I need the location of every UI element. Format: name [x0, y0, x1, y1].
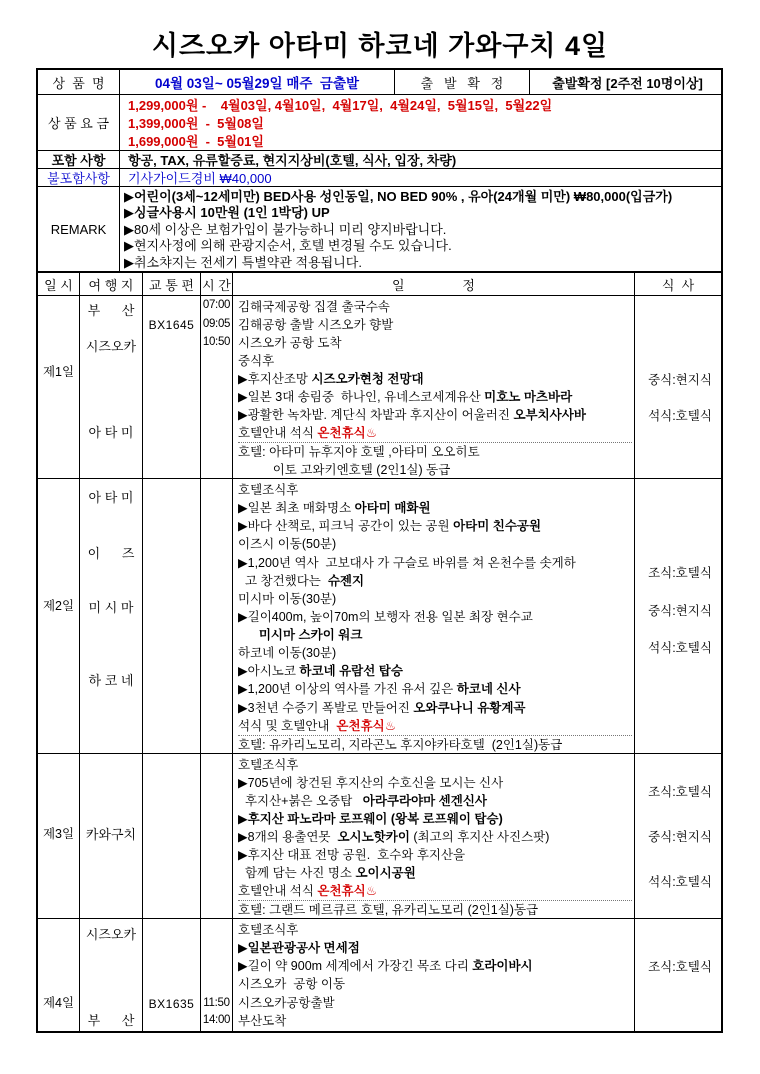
schedule-text: ▶광활한 녹차밭. 계단식 차밭과 후지산이 어울러진: [238, 408, 514, 422]
schedule-text: [238, 628, 259, 642]
schedule-line: [238, 921, 632, 939]
highlighted-spot: 아타미 친수공원: [453, 519, 542, 534]
highlighted-spot: 미시마 스카이 워크: [258, 628, 363, 642]
day-cell: [38, 296, 80, 478]
schedule-cell: [233, 479, 635, 753]
hotel-info: [238, 442, 632, 479]
schedule-text: ▶1,200년 역사 고보대사 가 구슬로 바위를 쳐 온천수를 솟게하: [238, 555, 576, 570]
schedule-line: [238, 298, 632, 316]
time-cell: [201, 919, 233, 1031]
flight-number: BX1635: [148, 997, 195, 1011]
meal-entry: 석식:호텔식: [648, 641, 712, 655]
place-name: 이 즈: [87, 546, 135, 561]
header-date: 일 시: [38, 273, 80, 295]
meal-cell: [635, 479, 725, 753]
include-label: 포함 사항: [38, 151, 120, 168]
schedule-line: [238, 810, 632, 828]
place-cell: [80, 296, 143, 478]
include-row: [38, 151, 721, 169]
schedule-line: [238, 882, 632, 900]
time-value: 14:00: [202, 1014, 231, 1026]
highlighted-spot: 오부치사사바: [513, 408, 586, 422]
itinerary-body: [38, 296, 721, 1031]
remark-value-cell: [120, 187, 721, 271]
price-row: [38, 95, 721, 151]
highlighted-spot: 일본관광공사 면세점: [247, 941, 360, 956]
meal-entry: 중식:현지식: [648, 373, 712, 387]
transport-cell: [143, 479, 201, 753]
schedule-line: [238, 662, 632, 680]
highlighted-spot: 오이시공원: [355, 866, 416, 880]
schedule-line: [238, 939, 632, 957]
transport-cell: [143, 754, 201, 918]
schedule-line: [238, 626, 632, 644]
flight-number: BX1645: [148, 318, 195, 332]
schedule-text: ▶705년에 창건된 후지산의 수호신을 모시는 신사: [238, 776, 504, 790]
schedule-lines: [233, 479, 634, 753]
schedule-line: [238, 828, 632, 846]
include-value-cell: [120, 151, 721, 168]
schedule-line: [238, 846, 632, 864]
meal-entry: 조식:호텔식: [648, 785, 712, 799]
schedule-line: [238, 572, 632, 590]
schedule-line: [238, 554, 632, 572]
meal-entry: 석식:호텔식: [648, 875, 712, 889]
price-line: 1,399,000원 - 5월08일: [128, 115, 264, 131]
highlighted-spot: 하코네 유람선 탑승: [299, 664, 403, 679]
highlighted-spot: 아타미 매화원: [354, 501, 431, 516]
schedule-text: 미시마 이동(30분): [238, 591, 337, 606]
place-name: 하 코 네: [88, 673, 134, 688]
day-label: 제2일: [42, 599, 75, 613]
schedule-line: [238, 499, 632, 517]
schedule-text: 김해공항 출발 시즈오카 향발: [238, 318, 394, 332]
schedule-text: ▶1,200년 이상의 역사를 가진 유서 깊은: [238, 682, 457, 697]
day-label: 제1일: [42, 365, 75, 379]
meal-entry: 중식:현지식: [648, 604, 712, 618]
schedule-text: 시즈오카공항출발: [238, 995, 335, 1010]
header-meals: 식 사: [661, 277, 695, 293]
transport-cell: [143, 296, 201, 478]
price-line: 1,299,000원 - 4월03일, 4월10일, 4월17일, 4월24일, 5월15일, 5월22일: [128, 97, 553, 113]
hotel-line: 이토 고와키엔호텔 (2인1실) 동급: [238, 463, 451, 477]
day-row: [38, 296, 721, 479]
header-transport: 교 통 편: [143, 273, 201, 295]
time-value: 09:05: [202, 318, 231, 330]
header-schedule: 일 정: [233, 273, 635, 295]
place-name: 시즈오카: [85, 339, 137, 354]
schedule-text: 호텔안내 석식: [238, 884, 318, 898]
schedule-line: [238, 535, 632, 553]
schedule-text: 호텔조식후: [238, 923, 299, 937]
hotel-line: 호텔: 그랜드 메르큐르 호텔, 유카리노모리 (2인1실)동급: [238, 903, 539, 917]
meal-cell: [635, 754, 725, 918]
schedule-lines: [233, 754, 634, 918]
schedule-text: 호텔조식후: [238, 758, 299, 772]
day-row: [38, 919, 721, 1031]
schedule-line: [238, 316, 632, 334]
schedule-text: 김해국제공항 집결 출국수속: [238, 300, 390, 314]
itinerary-table: [36, 273, 723, 1033]
meal-entry: 석식:호텔식: [648, 409, 712, 423]
product-row: [38, 70, 721, 95]
schedule-text: 중식후: [238, 354, 275, 368]
schedule-text: ▶3천년 수증기 폭발로 만들어진: [238, 700, 414, 715]
place-cell: [80, 479, 143, 753]
hotel-info: [238, 735, 632, 754]
schedule-text: ▶길이 약 900m 세계에서 가장긴 목조 다리: [238, 959, 473, 974]
time-cell: [201, 479, 233, 753]
schedule-line: [238, 424, 632, 442]
schedule-cell: [233, 296, 635, 478]
meal-cell: [635, 919, 725, 1031]
hotel-info: [238, 900, 632, 919]
highlighted-spot: 호라이바시: [472, 959, 533, 974]
schedule-text: 후지산+붉은 오중탑: [238, 794, 363, 808]
highlighted-spot: 오시노핫카이: [337, 830, 410, 844]
time-cell: [201, 296, 233, 478]
exclude-row: [38, 169, 721, 187]
schedule-text: 부산도착: [238, 1013, 287, 1028]
schedule-line: [238, 517, 632, 535]
schedule-text: ▶길이400m, 높이70m의 보행자 전용 일본 최장 현수교: [238, 609, 533, 624]
schedule-text: 시즈오카 공항 도착: [238, 336, 342, 350]
schedule-text: 석식 및 호텔안내: [238, 718, 337, 733]
info-table: [36, 68, 723, 273]
remark-line: ▶80세 이상은 보험가입이 불가능하니 미리 양지바랍니다.: [124, 221, 447, 237]
schedule-text: 호텔안내 석식: [238, 426, 318, 440]
schedule-text: ▶바다 산책로, 피크닉 공간이 있는 공원: [238, 519, 454, 534]
day-row: [38, 479, 721, 754]
schedule-line: [238, 334, 632, 352]
day-label: 제3일: [42, 827, 75, 841]
schedule-line: [238, 975, 632, 993]
place-cell: [80, 754, 143, 918]
page-title: 시즈오카 아타미 하코네 가와구치 4일: [151, 31, 609, 61]
header-place: 여 행 지: [80, 273, 143, 295]
highlighted-spot: 슈젠지: [327, 573, 365, 588]
departure-label: 출 발 확 정: [395, 70, 530, 94]
schedule-text: 고 창건했다는: [238, 573, 328, 588]
onsen-rest-highlight: 온천휴식♨: [336, 718, 396, 733]
departure-value: 출발확정 [2주전 10명이상]: [552, 75, 703, 91]
highlighted-spot: 오와쿠나니 유황계곡: [413, 700, 526, 715]
schedule-line: [238, 957, 632, 975]
time-value: 10:50: [202, 336, 231, 348]
schedule-line: [238, 590, 632, 608]
place-name: 아 타 미: [88, 425, 134, 440]
price-label: 상 품 요 금: [38, 95, 120, 150]
meal-cell: [635, 296, 725, 478]
schedule-line: [238, 994, 632, 1012]
exclude-value-cell: [120, 169, 721, 186]
schedule-line: [238, 792, 632, 810]
meal-entry: 조식:호텔식: [648, 566, 712, 580]
price-line: 1,699,000원 - 5월01일: [128, 133, 264, 149]
schedule-lines: [233, 296, 634, 478]
schedule-text: ▶일본 최초 매화명소: [238, 501, 355, 516]
schedule-line: [238, 352, 632, 370]
schedule-text: 함께 담는 사진 명소: [238, 866, 356, 880]
schedule-text: ▶후지산 대표 전망 공원. 호수와 후지산을: [238, 848, 466, 862]
day-row: [38, 754, 721, 919]
time-value: 11:50: [203, 997, 230, 1009]
day-label: 제4일: [42, 996, 75, 1010]
day-cell: [38, 919, 80, 1031]
highlighted-spot: 아라쿠라야마 센겐신사: [362, 794, 487, 808]
schedule-line: [238, 388, 632, 406]
schedule-text: ▶일본 3대 송림중 하나인, 유네스코세계유산: [238, 390, 485, 404]
highlighted-spot: 시즈오카현청 전망대: [311, 372, 424, 386]
time-value: 07:00: [202, 299, 231, 311]
header-time: 시 간: [201, 273, 233, 295]
schedule-text: 호텔조식후: [238, 483, 299, 497]
remark-line: ▶취소챠지는 전세기 특별약관 적용됩니다.: [124, 254, 362, 270]
schedule-lines: [233, 919, 634, 1031]
day-cell: [38, 754, 80, 918]
schedule-line: [238, 608, 632, 626]
schedule-text: 시즈오카 공항 이동: [238, 977, 346, 992]
itinerary-header: [38, 273, 721, 296]
place-name: 시즈오카: [85, 927, 137, 942]
schedule-text: (최고의 후지산 사진스팟): [409, 830, 550, 844]
schedule-line: [238, 406, 632, 424]
highlighted-spot: ▶후지산 파노라마 로프웨이 (왕복 로프웨이 탑승): [238, 812, 503, 826]
include-value: 항공, TAX, 유류할증료, 현지지상비(호텔, 식사, 입장, 차량): [128, 153, 457, 168]
schedule-text: ▶아시노코: [238, 664, 300, 679]
onsen-rest-highlight: 온천휴식♨: [317, 426, 377, 440]
schedule-line: [238, 370, 632, 388]
hotel-line: 호텔: 유카리노모리, 지라곤노 후지야카타호텔 (2인1실)동급: [238, 737, 563, 752]
schedule-line: [238, 644, 632, 662]
day-cell: [38, 479, 80, 753]
product-dates: 04월 03일~ 05월29일 매주 금출발: [120, 70, 395, 94]
highlighted-spot: 미호노 마츠바라: [484, 390, 573, 404]
price-values: [120, 95, 721, 150]
time-cell: [201, 754, 233, 918]
exclude-label: 불포함사항: [38, 169, 120, 186]
schedule-line: [238, 864, 632, 882]
schedule-line: [238, 481, 632, 499]
schedule-cell: [233, 754, 635, 918]
schedule-text: ▶8개의 용출연못: [238, 830, 338, 844]
exclude-value: 기사가이드경비 ₩40,000: [128, 171, 272, 186]
meal-entry: 조식:호텔식: [648, 960, 712, 974]
tour-sheet: [36, 68, 723, 1033]
schedule-line: [238, 1012, 632, 1030]
remark-line: ▶어린이(3세~12세미만) BED사용 성인동일, NO BED 90% , 유아(24개월 미만) ₩80,000(입금가): [124, 188, 673, 204]
schedule-text: ▶후지산조망: [238, 372, 312, 386]
highlighted-spot: 하코네 신사: [456, 682, 521, 697]
schedule-line: [238, 699, 632, 717]
schedule-line: [238, 717, 632, 735]
schedule-line: [238, 680, 632, 698]
place-name: 부 산: [87, 1013, 135, 1028]
place-name: 미 시 마: [88, 600, 134, 615]
schedule-text: 하코네 이동(30분): [238, 646, 337, 661]
remark-line: ▶현지사정에 의해 관광지순서, 호텔 변경될 수도 있습니다.: [124, 238, 452, 254]
meal-entry: 중식:현지식: [648, 830, 712, 844]
schedule-cell: [233, 919, 635, 1031]
place-cell: [80, 919, 143, 1031]
onsen-rest-highlight: 온천휴식♨: [317, 884, 377, 898]
hotel-line: 호텔: 아타미 뉴후지야 호텔 ,아타미 오오히토: [238, 445, 480, 459]
remark-row: [38, 187, 721, 271]
remark-label: REMARK: [38, 187, 120, 271]
schedule-text: 이즈시 이동(50분): [238, 537, 337, 552]
place-name: 부 산: [87, 303, 135, 318]
schedule-line: [238, 756, 632, 774]
remark-line: ▶싱글사용시 10만원 (1인 1박당) UP: [124, 205, 330, 221]
schedule-line: [238, 774, 632, 792]
transport-cell: [143, 919, 201, 1031]
schedule-text: ▶: [238, 941, 248, 956]
place-name: 아 타 미: [88, 490, 134, 505]
product-label: 상 품 명: [38, 70, 120, 94]
place-name: 카와구치: [85, 827, 137, 842]
